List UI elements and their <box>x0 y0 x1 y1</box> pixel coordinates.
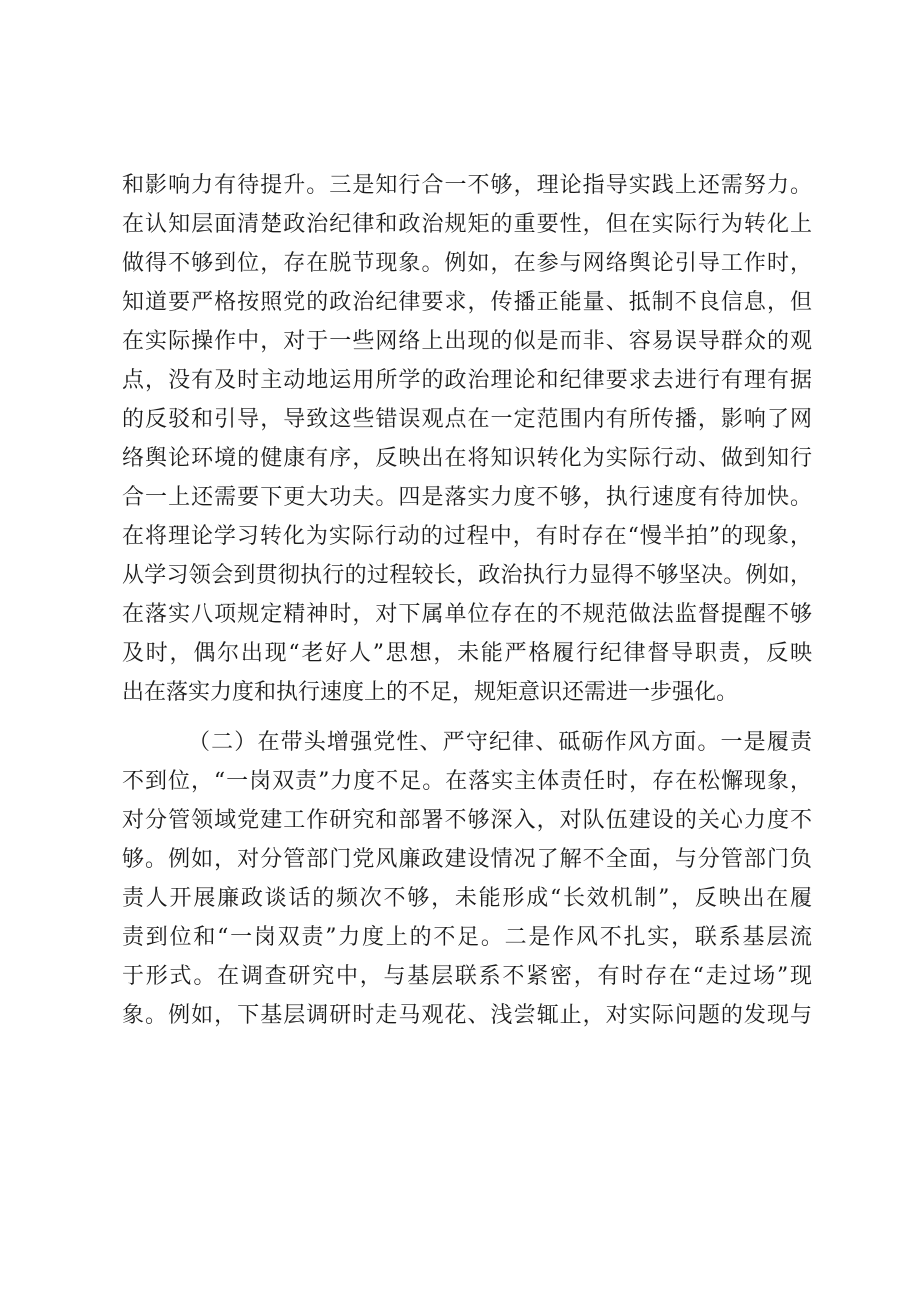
paragraph-gap <box>122 712 812 723</box>
text-line: 责人开展廉政谈话的频次不够，未能形成“长效机制”，反映出在履 <box>122 886 812 911</box>
text-line: 够。例如，对分管部门党风廉政建设情况了解不全面，与分管部门负 <box>122 847 812 872</box>
text-line: 出在落实力度和执行速度上的不足，规矩意识还需进一步强化。 <box>122 680 739 705</box>
text-line: 和影响力有待提升。三是知行合一不够，理论指导实践上还需努力。 <box>122 173 812 198</box>
text-line: 在实际操作中，对于一些网络上出现的似是而非、容易误导群众的观 <box>122 329 812 354</box>
text-line: 在认知层面清楚政治纪律和政治规矩的重要性，但在实际行为转化上 <box>122 212 812 237</box>
text-line: 知道要严格按照党的政治纪律要求，传播正能量、抵制不良信息，但 <box>122 290 812 315</box>
text-line: 不到位，“一岗双责”力度不足。在落实主体责任时，存在松懈现象， <box>122 769 812 794</box>
text-line: 点，没有及时主动地运用所学的政治理论和纪律要求去进行有理有据 <box>122 368 812 393</box>
text-line: 于形式。在调查研究中，与基层联系不紧密，有时存在“走过场”现 <box>122 964 812 989</box>
text-line: 的反驳和引导，导致这些错误观点在一定范围内有所传播，影响了网 <box>122 407 812 432</box>
text-line: 及时，偶尔出现“老好人”思想，未能严格履行纪律督导职责，反映 <box>122 641 812 666</box>
paragraph-2 <box>122 723 812 1035</box>
text-line: 责到位和“一岗双责”力度上的不足。二是作风不扎实，联系基层流 <box>122 925 812 950</box>
paragraph-1 <box>122 166 812 712</box>
text-line: 对分管领域党建工作研究和部署不够深入，对队伍建设的关心力度不 <box>122 808 812 833</box>
text-line: 做得不够到位，存在脱节现象。例如，在参与网络舆论引导工作时， <box>122 251 812 276</box>
text-line: 在落实八项规定精神时，对下属单位存在的不规范做法监督提醒不够 <box>122 602 812 627</box>
text-line: 象。例如，下基层调研时走马观花、浅尝辄止，对实际问题的发现与 <box>122 1003 812 1028</box>
text-line: 从学习领会到贯彻执行的过程较长，政治执行力显得不够坚决。例如， <box>122 563 812 588</box>
text-line: 络舆论环境的健康有序，反映出在将知识转化为实际行动、做到知行 <box>122 446 812 471</box>
text-line: 合一上还需要下更大功夫。四是落实力度不够，执行速度有待加快。 <box>122 485 812 510</box>
text-line: （二）在带头增强党性、严守纪律、砥砺作风方面。一是履责 <box>188 730 812 755</box>
document-body <box>122 166 812 1035</box>
text-line: 在将理论学习转化为实际行动的过程中，有时存在“慢半拍”的现象， <box>122 524 812 549</box>
